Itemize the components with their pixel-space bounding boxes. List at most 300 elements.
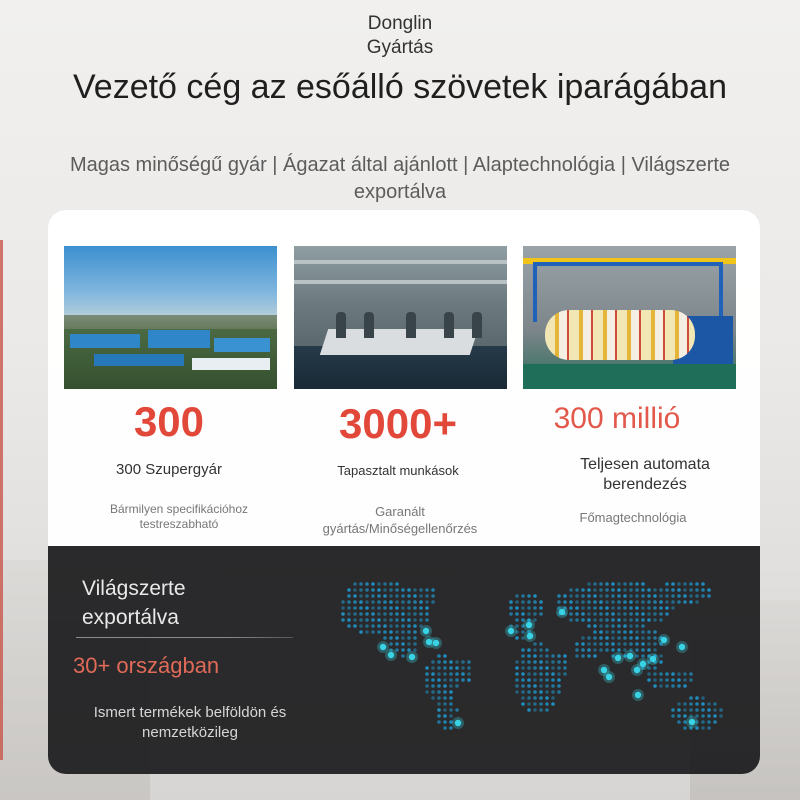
map-dot [641, 618, 645, 622]
map-dot [455, 660, 459, 664]
map-dot [425, 612, 429, 616]
map-dot [647, 672, 651, 676]
map-dot [599, 624, 603, 628]
map-dot [683, 684, 687, 688]
map-dot [401, 600, 405, 604]
map-dot [371, 612, 375, 616]
map-dot [533, 600, 537, 604]
map-dot [551, 678, 555, 682]
map-dot [629, 588, 633, 592]
map-dot [629, 642, 633, 646]
map-dot [563, 600, 567, 604]
export-country-count: 30+ országban [73, 653, 220, 678]
map-dot [395, 612, 399, 616]
map-dot [527, 594, 531, 598]
map-dot [395, 648, 399, 652]
map-dot [521, 618, 525, 622]
world-map [325, 560, 755, 760]
map-dot [677, 684, 681, 688]
map-dot [443, 726, 447, 730]
map-dot [599, 588, 603, 592]
map-dot [347, 594, 351, 598]
map-dot [629, 612, 633, 616]
map-dot [671, 672, 675, 676]
map-dot [689, 600, 693, 604]
map-dot [653, 630, 657, 634]
export-title: Világszerte exportálva [82, 577, 186, 629]
map-dot [527, 666, 531, 670]
map-dot [347, 612, 351, 616]
export-description: Ismert termékek belföldön és nemzetközileg [93, 704, 287, 741]
map-dot [581, 612, 585, 616]
map-dot [659, 684, 663, 688]
map-dot [647, 618, 651, 622]
map-dot [707, 594, 711, 598]
map-dot [371, 588, 375, 592]
map-dot [449, 714, 453, 718]
map-dot [623, 648, 627, 652]
map-dot [353, 612, 357, 616]
map-dot [395, 594, 399, 598]
map-dot [539, 702, 543, 706]
map-dot [365, 594, 369, 598]
map-dot [545, 708, 549, 712]
stat-label-equipment: Teljesen automata berendezés [580, 456, 710, 493]
map-dot [629, 606, 633, 610]
map-dot [653, 684, 657, 688]
map-dot [545, 666, 549, 670]
map-dot [443, 714, 447, 718]
stat-number-factories: 300 [133, 398, 205, 445]
map-dot [515, 678, 519, 682]
map-dot [533, 696, 537, 700]
map-dot [425, 606, 429, 610]
map-dot [563, 672, 567, 676]
map-dot [683, 588, 687, 592]
map-dot [683, 708, 687, 712]
location-marker [385, 649, 397, 661]
map-dot [623, 630, 627, 634]
map-dot [551, 672, 555, 676]
map-dot [617, 600, 621, 604]
map-dot [389, 588, 393, 592]
map-dot [575, 594, 579, 598]
map-dot [563, 666, 567, 670]
map-dot [401, 612, 405, 616]
map-dot [539, 684, 543, 688]
map-dot [401, 630, 405, 634]
map-dot [401, 654, 405, 658]
map-dot [605, 612, 609, 616]
map-dot [635, 612, 639, 616]
map-dot [389, 624, 393, 628]
map-dot [623, 594, 627, 598]
map-dot [539, 678, 543, 682]
map-dot [689, 672, 693, 676]
map-dot [515, 624, 519, 628]
map-dot [383, 594, 387, 598]
map-dot [431, 600, 435, 604]
map-dot [677, 720, 681, 724]
map-dot [353, 594, 357, 598]
map-dot [533, 678, 537, 682]
map-dot [377, 624, 381, 628]
map-dot [671, 684, 675, 688]
map-dot [611, 606, 615, 610]
map-dot [629, 594, 633, 598]
map-dot [635, 588, 639, 592]
location-marker [658, 634, 670, 646]
map-dot [701, 726, 705, 730]
map-dot [659, 612, 663, 616]
map-dot [581, 594, 585, 598]
map-dot [419, 594, 423, 598]
map-dot [521, 666, 525, 670]
map-dot [443, 720, 447, 724]
map-dot [689, 696, 693, 700]
map-dot [701, 714, 705, 718]
map-dot [665, 672, 669, 676]
map-dot [347, 600, 351, 604]
map-dot [713, 708, 717, 712]
map-dot [677, 582, 681, 586]
map-dot [371, 606, 375, 610]
map-dot [371, 582, 375, 586]
map-dot [521, 696, 525, 700]
map-dot [671, 582, 675, 586]
map-dot [677, 588, 681, 592]
map-dot [533, 654, 537, 658]
map-dot [617, 582, 621, 586]
map-dot [623, 612, 627, 616]
map-dot [359, 630, 363, 634]
map-dot [671, 708, 675, 712]
map-dot [359, 612, 363, 616]
map-dot [617, 618, 621, 622]
map-dot [713, 702, 717, 706]
map-dot [413, 636, 417, 640]
map-dot [659, 678, 663, 682]
map-dot [431, 660, 435, 664]
location-marker [452, 717, 464, 729]
map-dot [401, 606, 405, 610]
map-dot [563, 594, 567, 598]
map-dot [683, 702, 687, 706]
map-dot [365, 624, 369, 628]
divider [76, 637, 293, 638]
map-dot [359, 600, 363, 604]
location-marker [647, 653, 659, 665]
map-dot [641, 612, 645, 616]
map-dot [605, 642, 609, 646]
map-dot [617, 642, 621, 646]
location-marker [524, 630, 536, 642]
map-dot [635, 630, 639, 634]
map-dot [413, 612, 417, 616]
map-dot [635, 636, 639, 640]
map-dot [431, 684, 435, 688]
map-dot [539, 642, 543, 646]
map-dot [647, 630, 651, 634]
map-dot [647, 600, 651, 604]
map-dot [701, 720, 705, 724]
map-dot [653, 594, 657, 598]
map-dot [575, 600, 579, 604]
map-dot [587, 654, 591, 658]
map-dot [653, 600, 657, 604]
brand-subtitle: Gyártás [366, 37, 434, 58]
map-dot [407, 630, 411, 634]
map-dot [527, 696, 531, 700]
map-dot [533, 708, 537, 712]
map-dot [413, 606, 417, 610]
map-dot [515, 690, 519, 694]
map-dot [617, 636, 621, 640]
map-dot [653, 588, 657, 592]
map-dot [563, 660, 567, 664]
map-dot [527, 702, 531, 706]
map-dot [533, 642, 537, 646]
map-dot [581, 588, 585, 592]
map-dot [611, 630, 615, 634]
map-dot [611, 594, 615, 598]
map-dot [407, 624, 411, 628]
map-dot [641, 654, 645, 658]
map-dot [557, 672, 561, 676]
map-dot [467, 666, 471, 670]
map-dot [545, 672, 549, 676]
map-dot [419, 618, 423, 622]
map-dot [347, 588, 351, 592]
map-dot [671, 714, 675, 718]
map-dot [401, 618, 405, 622]
map-dot [545, 696, 549, 700]
map-dot [365, 612, 369, 616]
map-dot [665, 594, 669, 598]
map-dot [713, 720, 717, 724]
map-dot [671, 594, 675, 598]
map-dot [629, 624, 633, 628]
map-dot [683, 582, 687, 586]
map-dot [425, 594, 429, 598]
map-dot [611, 582, 615, 586]
map-dot [437, 702, 441, 706]
map-dot [437, 666, 441, 670]
map-dot [413, 618, 417, 622]
map-dot [605, 582, 609, 586]
map-dot [527, 600, 531, 604]
map-dot [437, 660, 441, 664]
world-map-dots [325, 560, 755, 760]
location-marker [430, 637, 442, 649]
map-dot [413, 624, 417, 628]
map-dot [701, 708, 705, 712]
map-dot [587, 606, 591, 610]
map-dot [521, 612, 525, 616]
stat-number-equipment: 300 millió [553, 402, 681, 435]
map-dot [521, 684, 525, 688]
map-dot [707, 726, 711, 730]
map-dot [707, 702, 711, 706]
map-dot [353, 606, 357, 610]
map-dot [521, 606, 525, 610]
map-dot [647, 648, 651, 652]
map-dot [587, 588, 591, 592]
map-dot [569, 606, 573, 610]
map-dot [581, 636, 585, 640]
map-dot [533, 594, 537, 598]
map-dot [449, 672, 453, 676]
map-dot [437, 714, 441, 718]
map-dot [449, 690, 453, 694]
map-dot [443, 684, 447, 688]
map-dot [527, 654, 531, 658]
map-dot [527, 684, 531, 688]
map-dot [605, 600, 609, 604]
map-dot [611, 618, 615, 622]
map-dot [707, 588, 711, 592]
map-dot [425, 588, 429, 592]
map-dot [515, 660, 519, 664]
map-dot [641, 594, 645, 598]
map-dot [533, 660, 537, 664]
map-dot [671, 588, 675, 592]
map-dot [371, 600, 375, 604]
map-dot [359, 582, 363, 586]
map-dot [557, 600, 561, 604]
map-dot [377, 600, 381, 604]
map-dot [629, 630, 633, 634]
map-dot [689, 708, 693, 712]
map-dot [419, 588, 423, 592]
map-dot [557, 690, 561, 694]
map-dot [359, 606, 363, 610]
map-dot [671, 606, 675, 610]
map-dot [431, 588, 435, 592]
map-dot [653, 672, 657, 676]
page-title: Vezető cég az esőálló szövetek iparágában [72, 68, 727, 106]
map-dot [461, 678, 465, 682]
map-dot [401, 588, 405, 592]
map-dot [575, 606, 579, 610]
map-dot [443, 690, 447, 694]
map-dot [653, 612, 657, 616]
map-dot [695, 588, 699, 592]
map-dot [557, 666, 561, 670]
map-dot [671, 600, 675, 604]
map-dot [449, 726, 453, 730]
map-dot [539, 648, 543, 652]
map-dot [533, 648, 537, 652]
map-dot [635, 600, 639, 604]
map-dot [521, 678, 525, 682]
map-dot [569, 600, 573, 604]
map-dot [365, 630, 369, 634]
location-marker [686, 716, 698, 728]
map-dot [677, 672, 681, 676]
map-dot [527, 708, 531, 712]
map-dot [683, 678, 687, 682]
workshop-photo [294, 246, 507, 389]
map-dot [593, 648, 597, 652]
map-dot [377, 606, 381, 610]
map-dot [635, 624, 639, 628]
map-dot [413, 642, 417, 646]
map-dot [683, 726, 687, 730]
map-dot [365, 582, 369, 586]
map-dot [515, 600, 519, 604]
map-dot [593, 588, 597, 592]
map-dot [629, 636, 633, 640]
map-dot [455, 678, 459, 682]
map-dot [605, 588, 609, 592]
stat-number-workers: 3000+ [339, 400, 457, 447]
map-dot [395, 642, 399, 646]
map-dot [413, 588, 417, 592]
map-dot [509, 606, 513, 610]
map-dot [605, 630, 609, 634]
map-dot [593, 582, 597, 586]
map-dot [641, 624, 645, 628]
map-dot [425, 618, 429, 622]
brand-name: Donglin [367, 13, 433, 34]
map-dot [605, 648, 609, 652]
map-dot [341, 600, 345, 604]
map-dot [587, 600, 591, 604]
map-dot [599, 606, 603, 610]
map-dot [653, 648, 657, 652]
map-dot [395, 636, 399, 640]
map-dot [389, 582, 393, 586]
map-dot [515, 594, 519, 598]
map-dot [551, 690, 555, 694]
map-dot [659, 672, 663, 676]
map-dot [659, 654, 663, 658]
map-dot [599, 636, 603, 640]
map-dot [371, 624, 375, 628]
map-dot [425, 672, 429, 676]
map-dot [467, 660, 471, 664]
map-dot [593, 654, 597, 658]
map-dot [659, 606, 663, 610]
map-dot [377, 594, 381, 598]
map-dot [707, 714, 711, 718]
map-dot [443, 708, 447, 712]
map-dot [689, 588, 693, 592]
map-dot [449, 696, 453, 700]
map-dot [521, 702, 525, 706]
map-dot [533, 612, 537, 616]
map-dot [695, 600, 699, 604]
stat-note-equipment: Főmagtechnológia [579, 510, 687, 525]
map-dot [611, 648, 615, 652]
map-dot [593, 642, 597, 646]
map-dot [635, 642, 639, 646]
map-dot [521, 660, 525, 664]
map-dot [641, 630, 645, 634]
map-dot [611, 642, 615, 646]
map-dot [533, 702, 537, 706]
stat-label-factories: 300 Szupergyár [116, 461, 222, 478]
map-dot [449, 708, 453, 712]
map-dot [419, 606, 423, 610]
map-dot [587, 624, 591, 628]
map-dot [377, 618, 381, 622]
map-dot [533, 672, 537, 676]
map-dot [407, 636, 411, 640]
map-dot [653, 606, 657, 610]
map-dot [617, 588, 621, 592]
